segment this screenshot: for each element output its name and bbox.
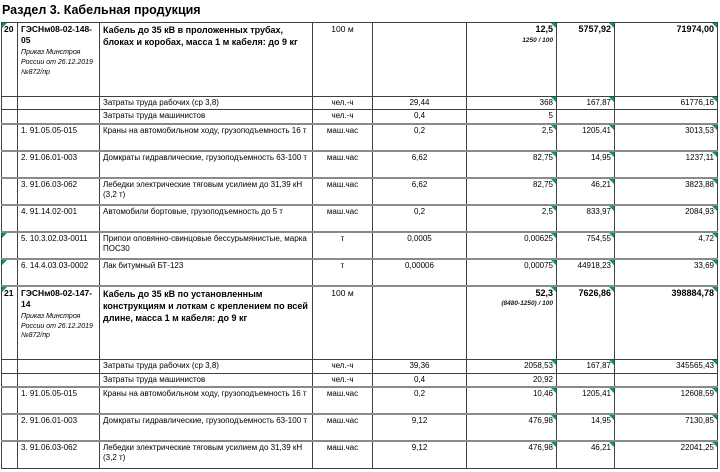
note-marker-icon [609, 388, 614, 393]
note-marker-icon [551, 415, 556, 420]
quantity-value: 82,75 [532, 152, 553, 162]
note-marker-icon [609, 23, 614, 28]
cell-name: Лак битумный БТ-123 [100, 259, 313, 286]
quantity-value: 52,3 [535, 287, 553, 298]
unit-price-value: 754,55 [586, 233, 611, 243]
cell-number [2, 97, 18, 110]
cell-unit-price [557, 205, 615, 232]
cell-total-cost [615, 373, 718, 387]
total-cost-value: 12608,59 [680, 389, 714, 399]
cell-quantity [467, 178, 557, 205]
note-marker-icon [551, 233, 556, 238]
note-marker-icon [712, 442, 717, 447]
total-cost-value: 33,69 [693, 260, 714, 270]
cell-quantity [467, 286, 557, 360]
total-cost-value: 3013,53 [685, 125, 714, 135]
cell-unit-price [557, 23, 615, 97]
note-marker-icon [712, 206, 717, 211]
norm-code: ГЭСНм08-02-147-14 [21, 287, 93, 309]
cell-unit: маш.час [313, 124, 373, 151]
cell-per-unit-qty: 0,4 [373, 110, 467, 124]
cell-unit: маш.час [313, 178, 373, 205]
cell-unit-price [557, 373, 615, 387]
cell-per-unit-qty: 0,2 [373, 205, 467, 232]
cell-total-cost [615, 124, 718, 151]
unit-price-value: 5757,92 [578, 24, 611, 34]
table-row [2, 360, 718, 373]
cell-unit-price [557, 360, 615, 373]
total-cost-value: 22041,25 [680, 443, 714, 453]
cell-unit: чел.-ч [313, 373, 373, 387]
total-cost-value: 3823,88 [685, 179, 714, 189]
total-cost-value: 71974,00 [676, 24, 714, 34]
cell-justification [18, 360, 100, 373]
cell-unit: чел.-ч [313, 97, 373, 110]
unit-price-value: 14,95 [590, 416, 611, 426]
cell-name: Домкраты гидравлические, грузоподъемность 63-100 т [100, 151, 313, 178]
cell-quantity [467, 110, 557, 124]
cell-unit-price [557, 124, 615, 151]
cell-name: Лебедки электрические тяговым усилием до 31,39 кН (3,2 т) [100, 178, 313, 205]
cell-unit-price [557, 259, 615, 286]
table-row [2, 232, 718, 259]
cell-name: Припои оловянно-свинцовые бессурьмянистые, марка ПОС30 [100, 232, 313, 259]
quantity-value: 2,5 [541, 125, 553, 135]
unit-price-value: 1205,41 [582, 389, 611, 399]
table-row [2, 259, 718, 286]
note-marker-icon [712, 125, 717, 130]
cell-name: Кабель до 35 кВ по установленным конструкциям и лоткам с креплением по всей длине, масса 1 м кабеля: до 9 кг [100, 286, 313, 360]
note-marker-icon [609, 442, 614, 447]
cell-justification: 6. 14.4.03.03-0002 [18, 259, 100, 286]
cell-per-unit-qty: 0,00006 [373, 259, 467, 286]
cell-per-unit-qty: 0,2 [373, 124, 467, 151]
cell-quantity [467, 232, 557, 259]
cell-unit-price [557, 232, 615, 259]
note-marker-icon [2, 287, 7, 292]
note-marker-icon [2, 233, 7, 238]
cell-unit-price [557, 97, 615, 110]
table-row [2, 205, 718, 232]
cell-per-unit-qty: 9,12 [373, 441, 467, 468]
cell-per-unit-qty: 0,0005 [373, 232, 467, 259]
table-row [2, 151, 718, 178]
note-marker-icon [551, 388, 556, 393]
total-cost-value: 398884,78 [671, 287, 714, 298]
cell-number [2, 151, 18, 178]
cell-per-unit-qty: 6,62 [373, 178, 467, 205]
note-marker-icon [551, 179, 556, 184]
cell-unit: маш.час [313, 414, 373, 441]
cell-name: Краны на автомобильном ходу, грузоподъемность 16 т [100, 124, 313, 151]
quantity-value: 82,75 [532, 179, 553, 189]
cell-quantity [467, 387, 557, 414]
cell-name: Затраты труда машинистов [100, 373, 313, 387]
unit-price-value: 833,97 [586, 206, 611, 216]
note-marker-icon [712, 97, 717, 102]
section-title: Раздел 3. Кабельная продукция [2, 3, 201, 17]
note-marker-icon [712, 260, 717, 265]
cell-per-unit-qty: 29,44 [373, 97, 467, 110]
note-marker-icon [712, 360, 717, 365]
cell-unit-price [557, 110, 615, 124]
table-row [2, 387, 718, 414]
note-marker-icon [551, 125, 556, 130]
cell-number [2, 414, 18, 441]
cell-number [2, 205, 18, 232]
note-marker-icon [609, 97, 614, 102]
note-marker-icon [551, 97, 556, 102]
note-marker-icon [609, 152, 614, 157]
cell-name: Краны на автомобильном ходу, грузоподъемность 16 т [100, 387, 313, 414]
table-row [2, 124, 718, 151]
cell-quantity [467, 441, 557, 468]
table-row [2, 97, 718, 110]
cell-justification: 3. 91.06.03-062 [18, 441, 100, 468]
cell-name: Автомобили бортовые, грузоподъемность до 5 т [100, 205, 313, 232]
note-marker-icon [551, 206, 556, 211]
cell-unit-price [557, 387, 615, 414]
cell-justification [18, 286, 100, 360]
cell-unit: 100 м [313, 23, 373, 97]
note-marker-icon [551, 260, 556, 265]
quantity-formula-note: 1250 / 100 [522, 36, 553, 44]
cell-justification [18, 110, 100, 124]
quantity-value: 476,98 [528, 443, 553, 453]
unit-price-value: 7626,86 [578, 287, 611, 298]
cell-number [2, 259, 18, 286]
note-marker-icon [551, 152, 556, 157]
estimate-table [1, 22, 718, 469]
cell-total-cost [615, 23, 718, 97]
table-row [2, 441, 718, 468]
table-row [2, 110, 718, 124]
cell-name: Затраты труда рабочих (ср 3,8) [100, 360, 313, 373]
note-marker-icon [551, 442, 556, 447]
cell-per-unit-qty: 0,4 [373, 373, 467, 387]
cell-unit-price [557, 151, 615, 178]
quantity-value: 0,00075 [524, 260, 553, 270]
cell-name: Лебедки электрические тяговым усилием до 31,39 кН (3,2 т) [100, 441, 313, 468]
total-cost-value: 4,72 [698, 233, 714, 243]
cell-total-cost [615, 97, 718, 110]
total-cost-value: 61776,16 [680, 98, 714, 107]
quantity-value: 368 [539, 98, 553, 107]
table-row [2, 414, 718, 441]
cell-quantity [467, 97, 557, 110]
note-marker-icon [712, 179, 717, 184]
cell-number [2, 387, 18, 414]
note-marker-icon [551, 287, 556, 292]
norm-order-note: Приказ Минстроя России от 26.12.2019 №872/пр [21, 312, 93, 340]
cell-unit: маш.час [313, 151, 373, 178]
cell-number: 21 [2, 286, 18, 360]
note-marker-icon [712, 152, 717, 157]
cell-number [2, 360, 18, 373]
cell-total-cost [615, 360, 718, 373]
quantity-value: 2058,53 [524, 361, 553, 371]
quantity-value: 5 [548, 111, 553, 121]
note-marker-icon [2, 260, 7, 265]
unit-price-value: 46,21 [590, 443, 611, 453]
unit-price-value: 1205,41 [582, 125, 611, 135]
cell-total-cost [615, 441, 718, 468]
cell-number [2, 441, 18, 468]
note-marker-icon [609, 260, 614, 265]
cell-unit: т [313, 259, 373, 286]
cell-justification [18, 373, 100, 387]
table-row [2, 286, 718, 360]
cell-unit-price [557, 441, 615, 468]
note-marker-icon [712, 233, 717, 238]
quantity-formula-note: (8480-1250) / 100 [501, 300, 553, 308]
cell-total-cost [615, 205, 718, 232]
cell-quantity [467, 205, 557, 232]
cell-unit-price [557, 286, 615, 360]
estimate-table-body [2, 23, 718, 469]
cell-justification [18, 23, 100, 97]
cell-name: Затраты труда рабочих (ср 3,8) [100, 97, 313, 110]
note-marker-icon [609, 125, 614, 130]
cell-justification: 4. 91.14.02-001 [18, 205, 100, 232]
cell-quantity [467, 360, 557, 373]
cell-per-unit-qty [373, 23, 467, 97]
total-cost-value: 345565,43 [676, 361, 714, 371]
cell-unit: чел.-ч [313, 110, 373, 124]
note-marker-icon [609, 360, 614, 365]
cell-justification: 2. 91.06.01-003 [18, 151, 100, 178]
total-cost-value: 2084,93 [685, 206, 714, 216]
cell-justification: 5. 10.3.02.03-0011 [18, 232, 100, 259]
cell-name: Затраты труда машинистов [100, 110, 313, 124]
unit-price-value: 167,87 [586, 98, 611, 107]
cell-unit-price [557, 178, 615, 205]
note-marker-icon [2, 23, 7, 28]
cell-total-cost [615, 110, 718, 124]
unit-price-value: 14,95 [590, 152, 611, 162]
note-marker-icon [712, 388, 717, 393]
cell-quantity [467, 259, 557, 286]
cell-total-cost [615, 259, 718, 286]
table-row [2, 373, 718, 387]
cell-per-unit-qty [373, 286, 467, 360]
note-marker-icon [609, 206, 614, 211]
cell-per-unit-qty: 39,36 [373, 360, 467, 373]
cell-number [2, 232, 18, 259]
total-cost-value: 7130,85 [685, 416, 714, 426]
cell-per-unit-qty: 0,2 [373, 387, 467, 414]
cell-number [2, 124, 18, 151]
cell-quantity [467, 414, 557, 441]
table-row [2, 178, 718, 205]
cell-total-cost [615, 286, 718, 360]
norm-order-note: Приказ Минстроя России от 26.12.2019 №872/пр [21, 49, 93, 76]
cell-justification [18, 97, 100, 110]
cell-number [2, 373, 18, 387]
note-marker-icon [609, 287, 614, 292]
cell-number: 20 [2, 23, 18, 97]
cell-per-unit-qty: 9,12 [373, 414, 467, 441]
unit-price-value: 46,21 [590, 179, 611, 189]
cell-justification: 1. 91.05.05-015 [18, 124, 100, 151]
cell-quantity [467, 151, 557, 178]
quantity-value: 20,92 [532, 374, 553, 384]
cell-quantity [467, 124, 557, 151]
cell-unit: маш.час [313, 387, 373, 414]
cell-total-cost [615, 414, 718, 441]
note-marker-icon [609, 415, 614, 420]
note-marker-icon [609, 179, 614, 184]
cell-quantity [467, 373, 557, 387]
quantity-value: 10,46 [532, 389, 553, 399]
cell-unit: чел.-ч [313, 360, 373, 373]
quantity-value: 2,5 [541, 206, 553, 216]
quantity-value: 12,5 [535, 24, 553, 34]
cell-total-cost [615, 178, 718, 205]
cell-total-cost [615, 387, 718, 414]
cell-total-cost [615, 232, 718, 259]
cell-unit: маш.час [313, 205, 373, 232]
cell-unit: т [313, 232, 373, 259]
note-marker-icon [712, 23, 717, 28]
cell-unit: маш.час [313, 441, 373, 468]
note-marker-icon [712, 287, 717, 292]
table-row [2, 23, 718, 97]
cell-total-cost [615, 151, 718, 178]
cell-number [2, 178, 18, 205]
cell-justification: 3. 91.06.03-062 [18, 178, 100, 205]
unit-price-value: 167,87 [586, 361, 611, 371]
cell-quantity [467, 23, 557, 97]
cell-name: Домкраты гидравлические, грузоподъемность 63-100 т [100, 414, 313, 441]
unit-price-value: 44918,23 [577, 260, 611, 270]
total-cost-value: 1237,11 [685, 152, 714, 162]
norm-code: ГЭСНм08-02-148-05 [21, 24, 93, 46]
quantity-value: 476,98 [528, 416, 553, 426]
note-marker-icon [551, 23, 556, 28]
cell-justification: 1. 91.05.05-015 [18, 387, 100, 414]
cell-per-unit-qty: 6,62 [373, 151, 467, 178]
note-marker-icon [712, 415, 717, 420]
quantity-value: 0,00625 [524, 233, 553, 243]
cell-justification: 2. 91.06.01-003 [18, 414, 100, 441]
cell-number [2, 110, 18, 124]
cell-name: Кабель до 35 кВ в проложенных трубах, блоках и коробах, масса 1 м кабеля: до 9 кг [100, 23, 313, 97]
cell-unit-price [557, 414, 615, 441]
note-marker-icon [609, 233, 614, 238]
cell-unit: 100 м [313, 286, 373, 360]
note-marker-icon [551, 360, 556, 365]
